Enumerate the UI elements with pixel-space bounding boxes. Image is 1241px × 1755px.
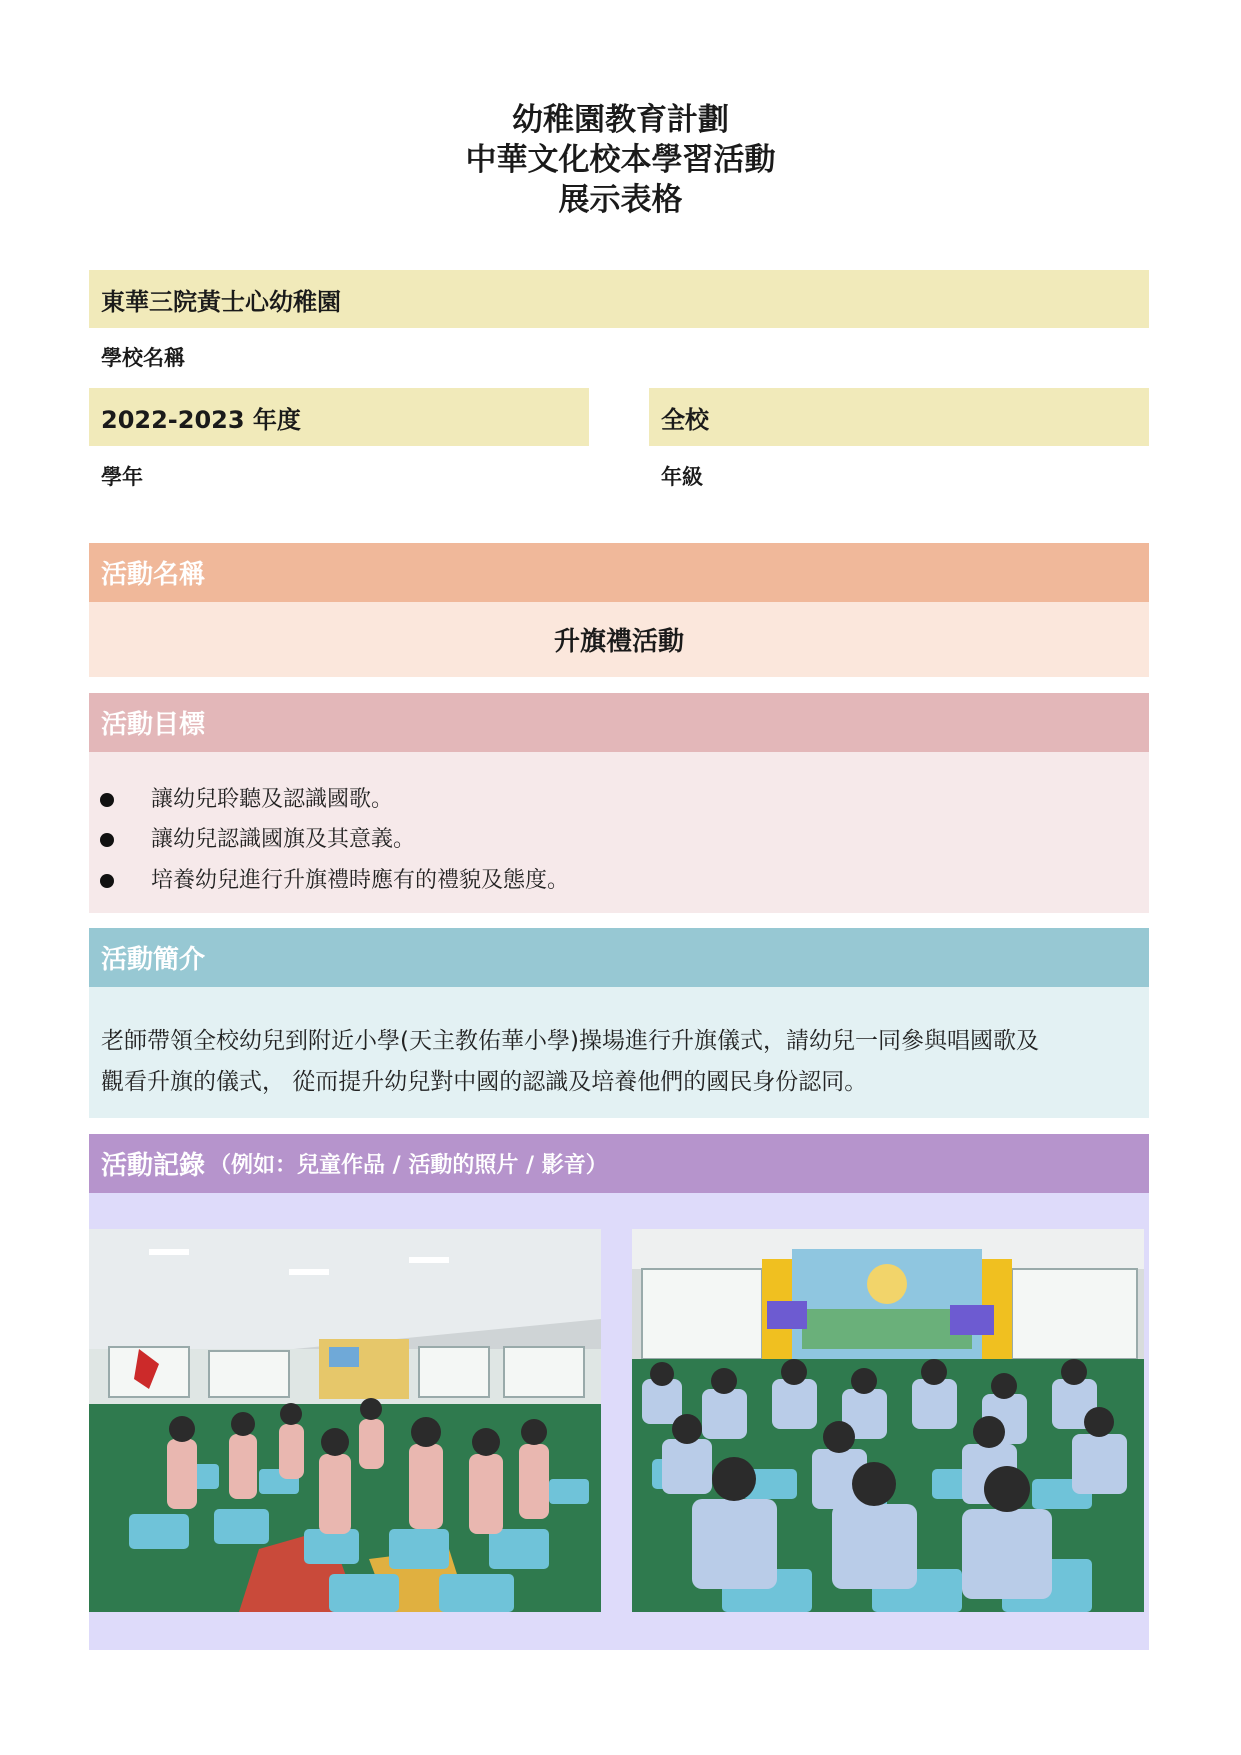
document-title-line-3: 展示表格	[558, 182, 683, 218]
records-heading: 活動記錄	[101, 1151, 206, 1181]
intro-header	[89, 928, 1149, 987]
bullet-icon	[100, 793, 114, 807]
school-name-field	[89, 270, 1149, 328]
activity-name-heading: 活動名稱	[101, 560, 206, 590]
objective-item: 讓幼兒認識國旗及其意義。	[151, 827, 416, 852]
school-year-label: 學年	[101, 465, 143, 489]
objective-item: 培養幼兒進行升旗禮時應有的禮貌及態度。	[151, 868, 570, 893]
document-title-line-1: 幼稚園教育計劃	[512, 102, 729, 138]
activity-name-header	[89, 543, 1149, 602]
intro-line-1: 老師帶領全校幼兒到附近小學(天主教佑華小學)操場進行升旗儀式，請幼兒一同參與唱國歌及	[101, 1028, 1039, 1054]
bullet-icon	[100, 874, 114, 888]
photo-hall-seated	[632, 1229, 1144, 1612]
school-year-field	[89, 388, 589, 446]
records-heading-note: （例如：兒童作品 / 活動的照片 / 影音）	[209, 1153, 608, 1178]
records-header	[89, 1134, 1149, 1193]
objectives-heading: 活動目標	[101, 710, 206, 740]
objectives-header	[89, 693, 1149, 752]
intro-line-2: 觀看升旗的儀式， 從而提升幼兒對中國的認識及培養他們的國民身份認同。	[101, 1069, 868, 1095]
activity-photo-1	[89, 1229, 601, 1612]
activity-name-body	[89, 602, 1149, 677]
activity-name-value: 升旗禮活動	[553, 627, 684, 657]
objective-item: 讓幼兒聆聽及認識國歌。	[151, 787, 394, 812]
intro-heading: 活動簡介	[101, 945, 206, 975]
grade-field	[649, 388, 1149, 446]
activity-photo-2	[632, 1229, 1144, 1612]
school-name-label: 學校名稱	[101, 346, 185, 370]
grade: 全校	[661, 405, 709, 434]
document-title-line-2: 中華文化校本學習活動	[465, 142, 776, 178]
school-year: 2022-2023 年度	[101, 405, 301, 434]
photo-hall-standing	[89, 1229, 601, 1612]
school-name: 東華三院黃士心幼稚園	[101, 287, 341, 316]
grade-label: 年級	[661, 465, 703, 489]
bullet-icon	[100, 833, 114, 847]
